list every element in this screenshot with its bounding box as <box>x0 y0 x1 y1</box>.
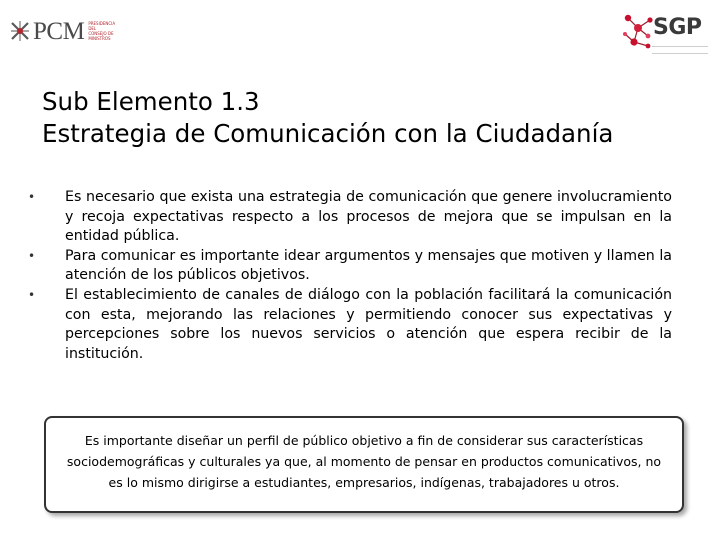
sgp-logo-text: SGP <box>653 15 702 40</box>
pcm-logo-text: PCM <box>33 17 85 45</box>
pcm-logo-subtext: PRESIDENCIA DEL CONSEJO DE MINISTROS <box>88 21 116 41</box>
bullet-item: • Para comunicar es importante idear argumentos y mensajes que motiven y llamen la atención de los públicos objetivos. <box>28 247 672 286</box>
slide-title <box>42 86 692 150</box>
bullet-item: • El establecimiento de canales de diálogo con la población facilitará la comunicación con esta, mejorando las relaciones y permitiendo conocer sus expectativas y percepciones sobre los nuevos servicios o atención que espera recibir de la institución. <box>28 286 672 364</box>
pcm-emblem-icon <box>10 20 30 42</box>
callout-box <box>44 416 684 513</box>
bullet-item: • Es necesario que exista una estrategia de comunicación que genere involucramiento y recoja expectativas respecto a los procesos de mejora que se impulsan en la entidad pública. <box>28 188 672 247</box>
pcm-logo <box>10 16 114 46</box>
title-line-2: Estrategia de Comunicación con la Ciudadanía <box>42 119 614 148</box>
title-line-1: Sub Elemento 1.3 <box>42 87 260 116</box>
bullet-list <box>28 188 672 364</box>
sgp-logo <box>622 10 710 54</box>
header-bar <box>0 0 720 62</box>
sgp-network-icon <box>622 12 656 54</box>
sgp-logo-subtext-lines <box>652 46 708 54</box>
callout-text: Es importante diseñar un perfil de público objetivo a fin de considerar sus características sociodemográficas y culturales ya que, al momento de pensar en productos comunicativos, no es lo mismo dirigirse a estudiantes, empresarios, indígenas, trabajadores u otros. <box>66 433 662 490</box>
